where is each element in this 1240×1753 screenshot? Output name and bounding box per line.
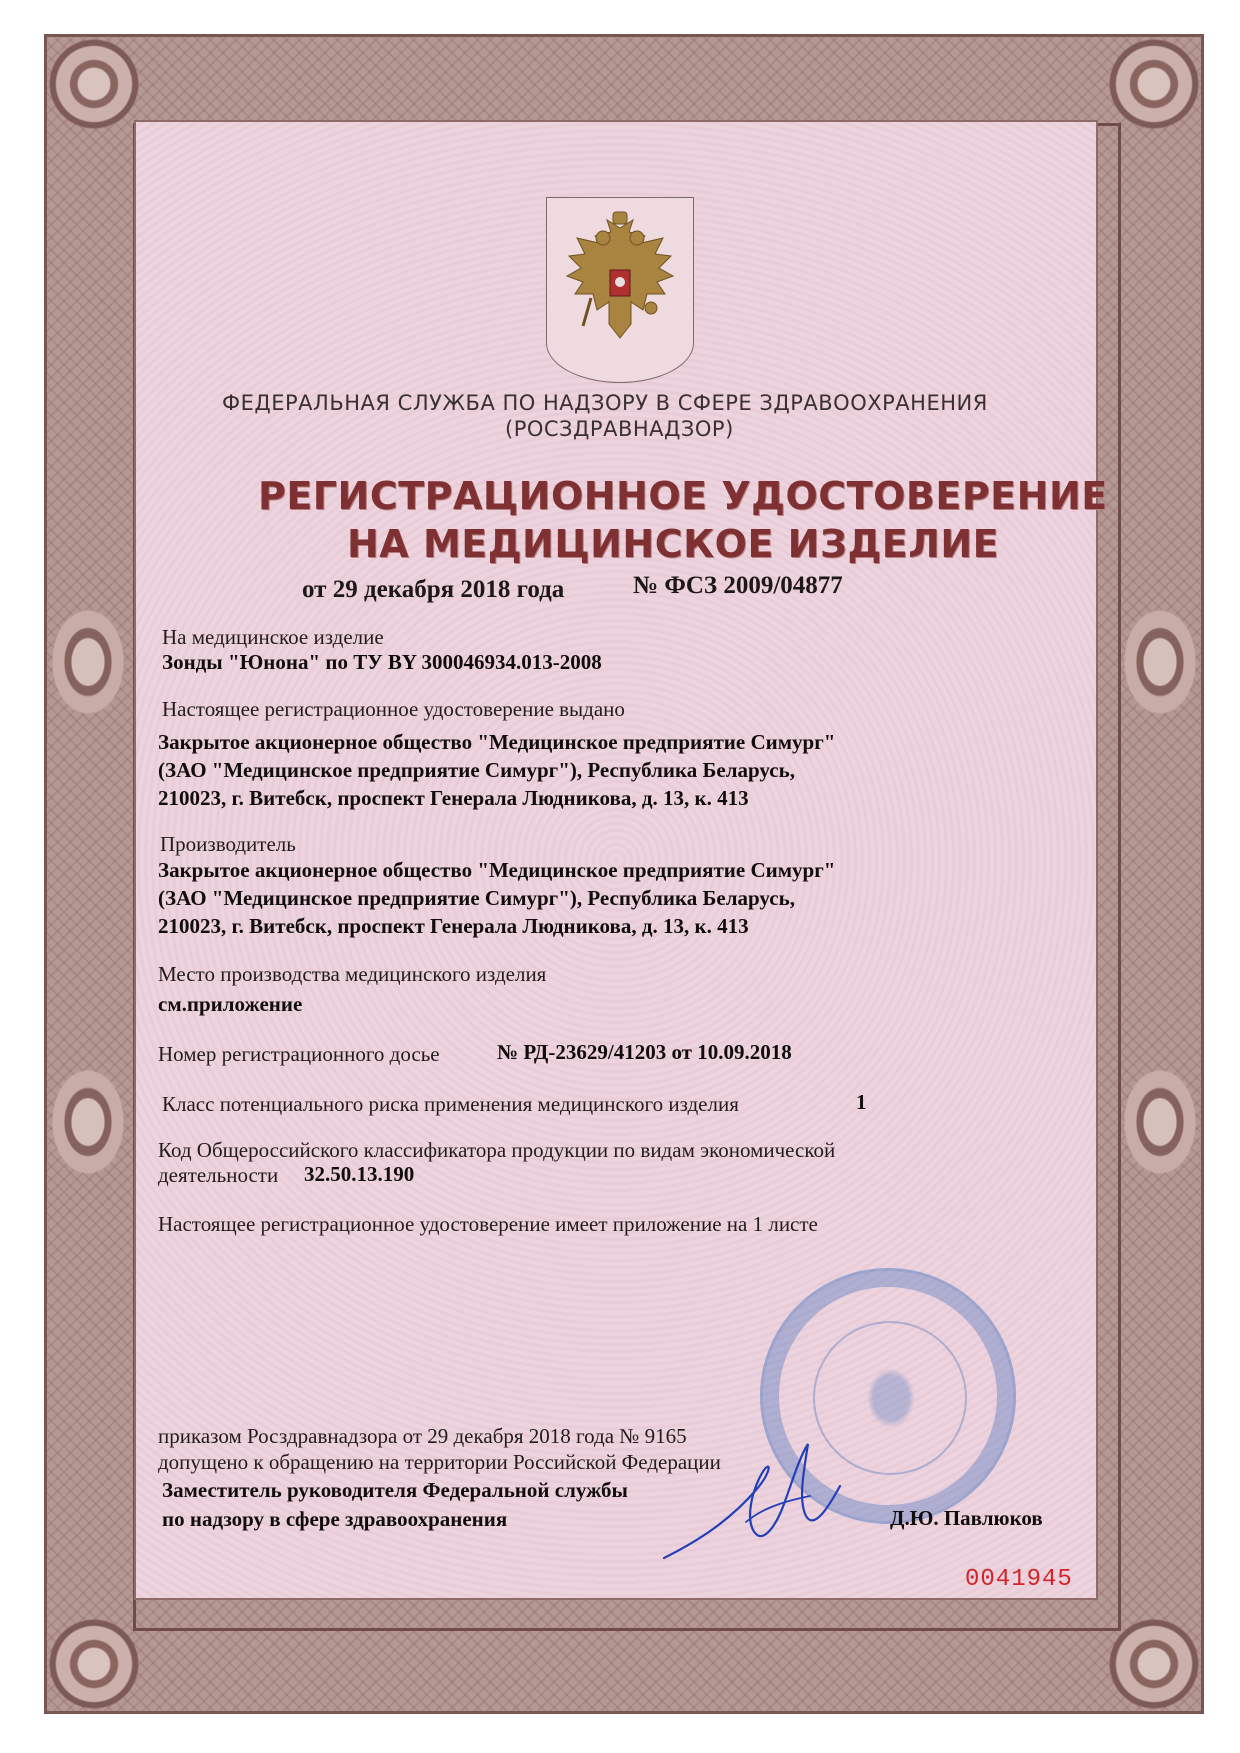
double-headed-eagle-icon [547,198,693,382]
order-reference: приказом Росздравнадзора от 29 декабря 2018 года № 9165 [158,1424,687,1448]
production-place-value: см.приложение [158,992,303,1016]
holder-label: Настоящее регистрационное удостоверение выдано [162,697,625,721]
production-place-label: Место производства медицинского изделия [158,962,547,986]
appendix-note: Настоящее регистрационное удостоверение имеет приложение на 1 листе [158,1212,818,1236]
risk-class-value: 1 [856,1090,867,1114]
okpd-code: 32.50.13.190 [304,1162,415,1186]
side-ornament-top-right [1115,597,1205,727]
device-name: Зонды "Юнона" по ТУ BY 300046934.013-2008 [162,650,602,674]
registration-date: от 29 декабря 2018 года [302,576,565,603]
signatory-name: Д.Ю. Павлюков [890,1506,1043,1530]
agency-name: ФЕДЕРАЛЬНАЯ СЛУЖБА ПО НАДЗОРУ В СФЕРЕ ЗДРАВООХРАНЕНИЯ [222,391,988,415]
side-ornament-bottom-left [43,1057,133,1187]
risk-class-label: Класс потенциального риска применения медицинского изделия [162,1092,739,1116]
manufacturer-name: Закрытое акционерное общество "Медицинское предприятие Симург" [158,858,836,882]
okpd-label: Код Общероссийского классификатора продукции по видам экономической [158,1138,836,1162]
holder-name: Закрытое акционерное общество "Медицинское предприятие Симург" [158,730,836,754]
coat-of-arms-emblem [546,197,694,383]
device-label: На медицинское изделие [162,625,384,649]
certificate-subtitle: НА МЕДИЦИНСКОЕ ИЗДЕЛИЕ [347,522,1000,566]
manufacturer-address: 210023, г. Витебск, проспект Генерала Людникова, д. 13, к. 413 [158,914,749,938]
holder-address: 210023, г. Витебск, проспект Генерала Людникова, д. 13, к. 413 [158,786,749,810]
dossier-label: Номер регистрационного досье [158,1042,440,1066]
side-ornament-bottom-right [1115,1057,1205,1187]
side-ornament-top-left [43,597,133,727]
seal-emblem-icon [863,1363,919,1433]
okpd-label-cont: деятельности [158,1163,279,1187]
manufacturer-short-name: (ЗАО "Медицинское предприятие Симург"), Республика Беларусь, [158,886,795,910]
signatory-position: Заместитель руководителя Федеральной службы [162,1478,628,1502]
registration-number: № ФСЗ 2009/04877 [633,572,843,599]
certificate-title: РЕГИСТРАЦИОННОЕ УДОСТОВЕРЕНИЕ [258,474,1108,518]
agency-short-name: (РОСЗДРАВНАДЗОР) [505,417,734,441]
signatory-position-cont: по надзору в сфере здравоохранения [162,1507,508,1531]
blank-serial-number: 0041945 [965,1566,1073,1593]
holder-short-name: (ЗАО "Медицинское предприятие Симург"), Республика Беларусь, [158,758,795,782]
manufacturer-label: Производитель [160,832,296,856]
admission-note: допущено к обращению на территории Российской Федерации [158,1450,721,1474]
dossier-number: № РД-23629/41203 от 10.09.2018 [497,1040,792,1064]
handwritten-signature [660,1430,860,1570]
